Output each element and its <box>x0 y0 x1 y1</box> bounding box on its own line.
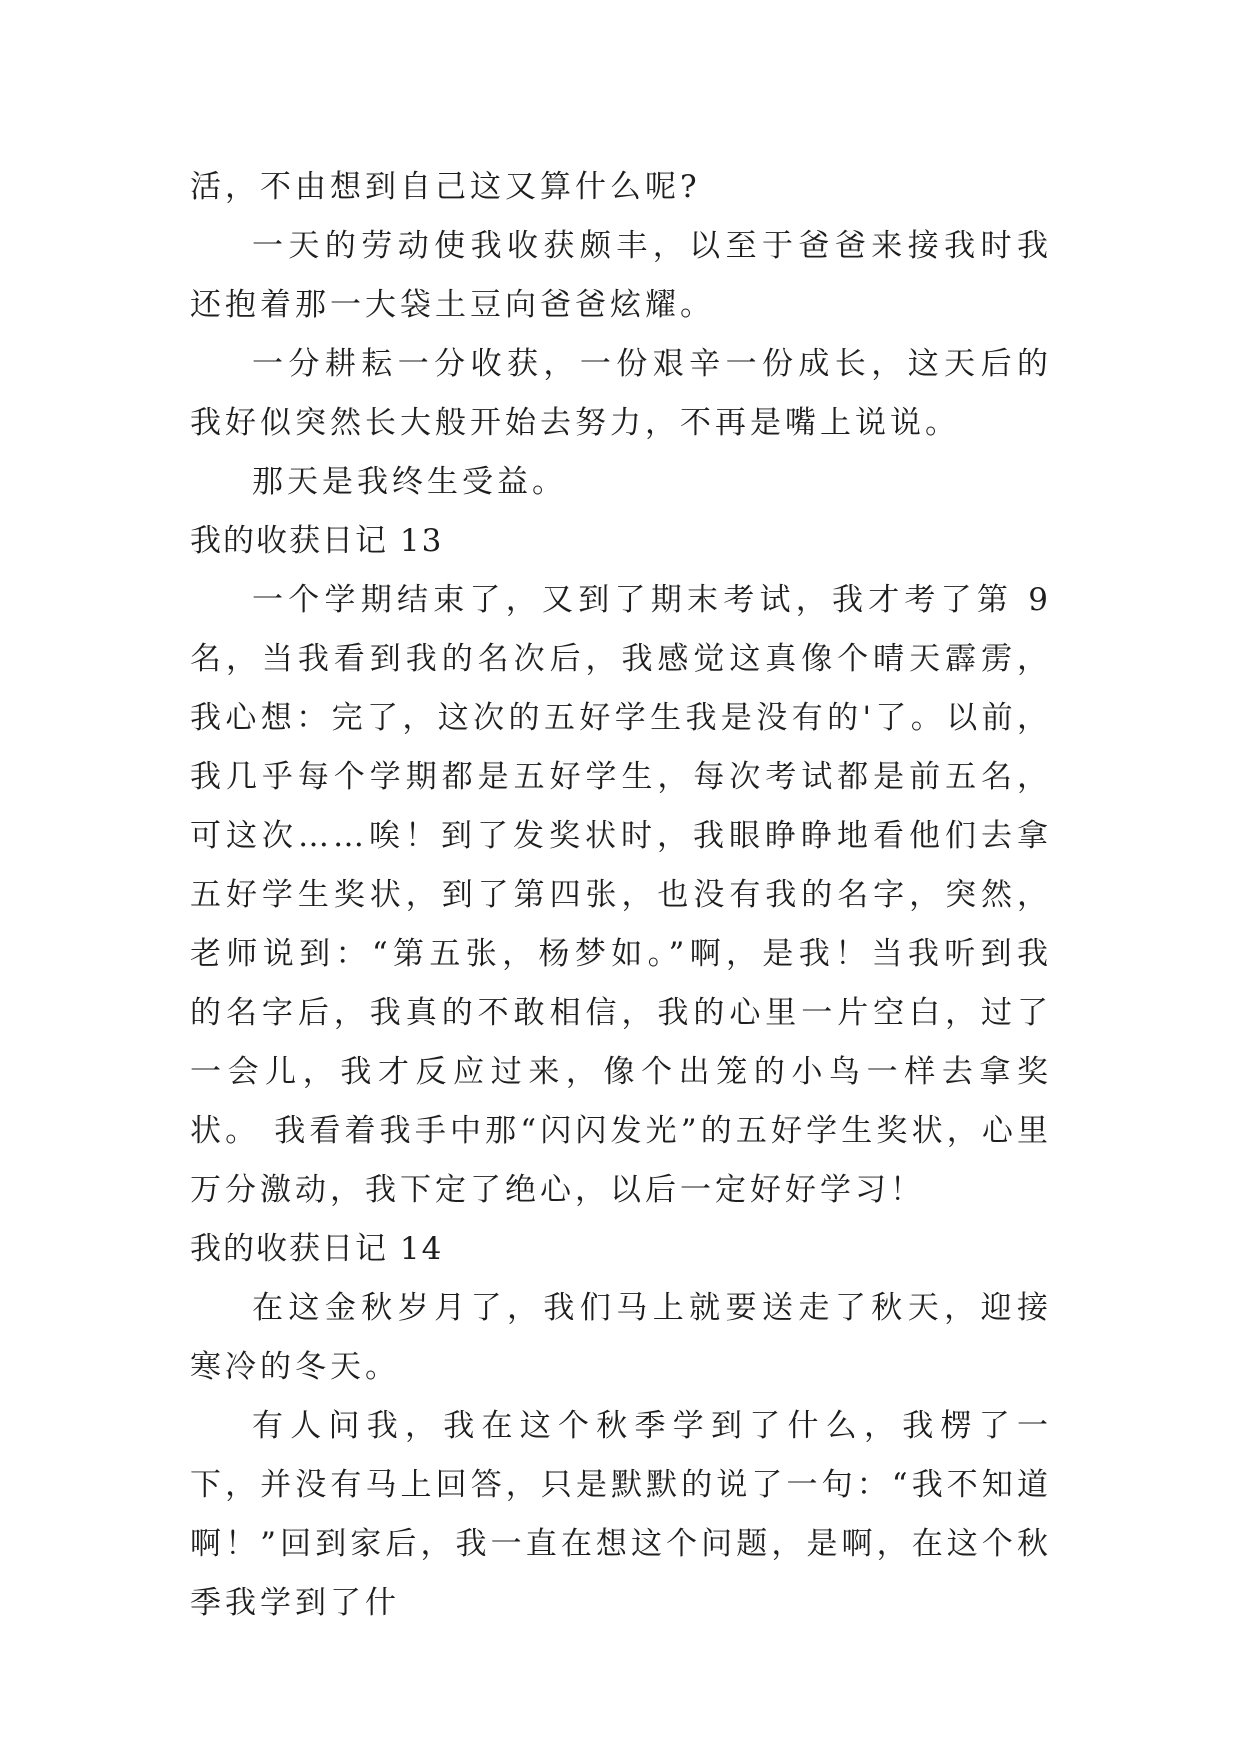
paragraph: 一分耕耘一分收获，一份艰辛一份成长，这天后的我好似突然长大般开始去努力，不再是嘴上说说。 <box>190 346 1052 441</box>
paragraph: 一个学期结束了，又到了期末考试，我才考了第 9 名，当我看到我的名次后，我感觉这真像个晴天霹雳，我心想：完了，这次的五好学生我是没有的'了。以前，我几乎每个学期都是五好学生，每次考试都是前五名，可这次……唉！到了发奖状时，我眼睁睁地看他们去拿五好学生奖状，到了第四张，也没有我的名字，突然，老师说到：“第五张，杨梦如。”啊，是我！当我听到我的名字后，我真的不敢相信，我的心里一片空白，过了一会儿，我才反应过来，像个出笼的小鸟一样去拿奖状。 我看着我手中那“闪闪发光”的五好学生奖状，心里万分激动，我下定了绝心，以后一定好好学习！ <box>190 582 1052 1208</box>
paragraph: 一天的劳动使我收获颇丰，以至于爸爸来接我时我还抱着那一大袋土豆向爸爸炫耀。 <box>190 228 1052 323</box>
paragraph: 有人问我，我在这个秋季学到了什么，我楞了一下，并没有马上回答，只是默默的说了一句：“我不知道啊！”回到家后，我一直在想这个问题，是啊，在这个秋季我学到了什 <box>190 1408 1052 1621</box>
section-heading: 我的收获日记 13 <box>190 523 444 559</box>
paragraph: 活，不由想到自己这又算什么呢? <box>190 169 701 205</box>
paragraph: 在这金秋岁月了，我们马上就要送走了秋天，迎接寒冷的冬天。 <box>190 1290 1052 1385</box>
section-heading: 我的收获日记 14 <box>190 1231 444 1267</box>
document-body <box>190 158 1052 1633</box>
paragraph: 那天是我终生受益。 <box>252 464 567 500</box>
